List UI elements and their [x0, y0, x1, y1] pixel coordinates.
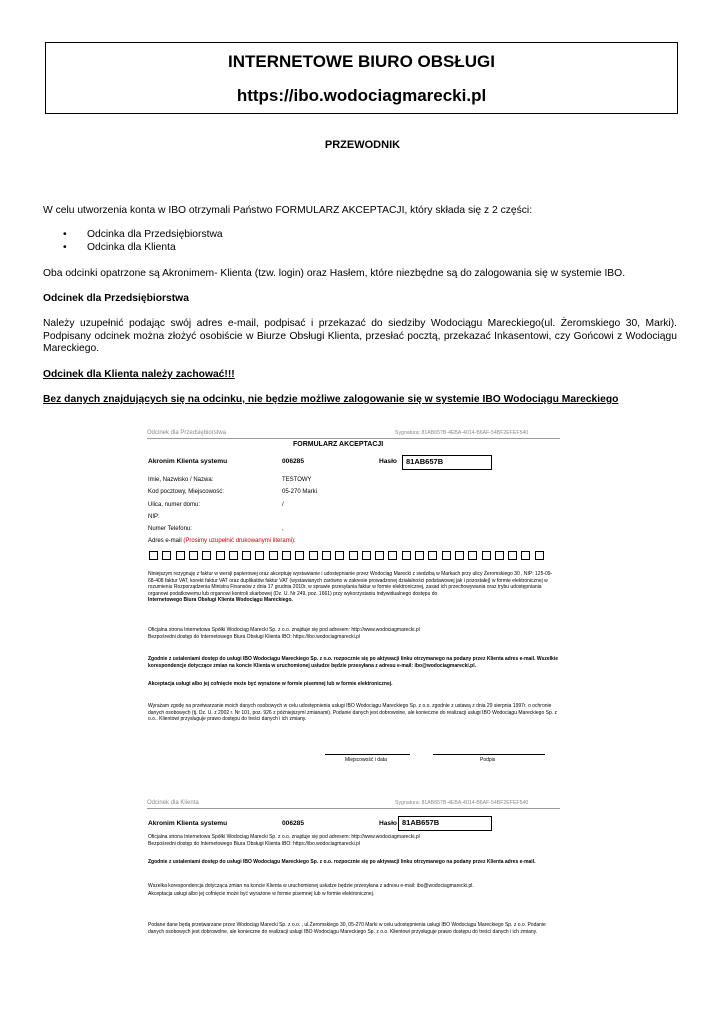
client-gdpr-text: Podane dane będą przetwarzane przez Wodociąg Marecki Sp. z o.o. , ul.Żeromskiego 30, 05-270 Marki w celu udostępnienia usługi IBO Wodociągu Mareckiego Sp. z o.o. Podanie danych osobowych jest dobrowolne, ale konieczne do realizacji usługi IBO Wodociągu Mareckiego Sp. z o.o. Klientowi przysługuje prawo dostępu do treści danych i ich zmiany. [148, 922, 546, 935]
email-char-box [202, 551, 211, 560]
signature-label: Podpis [480, 757, 496, 763]
email-char-box [415, 551, 424, 560]
email-char-box [402, 551, 411, 560]
field-value: TESTOWY [282, 477, 312, 483]
company-paragraph: Należy uzupełnić podając swój adres e-mail, podpisać i przekazać do siedziby Wodociągu Mareckiego(ul. Żeromskiego 30, Marki). Podpisany odcinek można złożyć osobiście w Biurze Obsługi Klienta, przesłać pocztą, przekazać Inkasentowi, czy Gońcowi z Wodociągu Mareckiego. [43, 318, 677, 355]
email-char-box [521, 551, 530, 560]
email-char-box [216, 551, 225, 560]
email-char-box [508, 551, 517, 560]
email-char-box [162, 551, 171, 560]
notice-bold: Zgodnie z ustaleniami dostęp do usługi IBO Wodociągu Mareckiego Sp. z o.o. rozpocznie się po aktywacji linku otrzymanego na podany przez Klienta adres e-mail. Wszelkie korespondencje dotyczące zmian na koncie Klienta w uruchomionej usłudze będzie przesyłana z adresu e-mail: ibo@wodociagmarecki.pl. [148, 656, 558, 669]
password-label-2: Hasło [379, 820, 397, 827]
signature-id-2: Sygnatura: 81AB657B-4EBA-4014-B6AF-54BF2EFEF540 [395, 800, 529, 806]
signature-id: Sygnatura: 81AB657B-4EBA-4014-B6AF-54BF2EFEF540 [395, 430, 529, 436]
client-notice-bold: Zgodnie z ustaleniami dostęp do usługi IBO Wodociągu Mareckiego Sp. z o.o. rozpocznie się po aktywacji linku otrzymanego na podany przez Klienta adres e-mail. [148, 859, 536, 865]
email-char-box [428, 551, 437, 560]
email-char-box [375, 551, 384, 560]
email-char-box [229, 551, 238, 560]
acceptance-form-image [145, 420, 562, 950]
client-heading: Odcinek dla Klienta należy zachować!!! [43, 369, 235, 380]
company-heading: Odcinek dla Przedsiębiorstwa [43, 293, 189, 304]
withdraw-bold: Akceptacja usługi albo jej cofnięcie może być wyrażone w formie pisemnej lub w formie elektronicznej. [148, 681, 393, 687]
email-char-box [309, 551, 318, 560]
email-char-box [322, 551, 331, 560]
client-website-text: Oficjalna strona Internetowa Spółki Wodociąg Marecki Sp. z o.o. znajduje się pod adresem: http://www.wodociagmarecki.pl [148, 834, 420, 840]
parts-list [43, 228, 223, 254]
field-label: Imie, Nazwisko / Nazwa: [148, 477, 214, 483]
section1-label: Odcinek dla Przedsiębiorstwa [147, 430, 227, 436]
field-label: NIP: [148, 514, 160, 520]
email-label: Adres e-mail [148, 538, 182, 544]
password-box-2: 81AB657B [398, 816, 492, 831]
header-box [45, 42, 678, 114]
email-char-box [388, 551, 397, 560]
email-char-box [282, 551, 291, 560]
consent-bold: Internetowego Biura Obsługi Klienta Wodociągu Mareckiego. [148, 597, 293, 603]
email-char-box [176, 551, 185, 560]
email-char-box [295, 551, 304, 560]
email-char-box [335, 551, 344, 560]
ibo-access-text: Bezpośredni dostęp do Internetowego Biura Obsługi Klienta IBO: https://ibo.wodociagmarecki.pl [148, 634, 361, 640]
email-char-box [349, 551, 358, 560]
website-text: Oficjalna strona Internetowa Spółki Wodociąg Marecki Sp. z o.o. znajduje się pod adresem: http://www.wodociagmarecki.pl [148, 627, 420, 633]
field-value: 05-270 Marki [282, 489, 318, 495]
email-hint: (Prosimy uzupełnić drukowanymi literami): [183, 538, 296, 544]
acronym-label: Akronim Klienta systemu [148, 458, 228, 465]
email-char-box [482, 551, 491, 560]
divider [147, 808, 560, 809]
password-label: Hasło [379, 458, 397, 465]
email-char-box [362, 551, 371, 560]
field-label: Ulica, numer domu: [148, 502, 201, 508]
header-url: https://ibo.wodociagmarecki.pl [236, 86, 487, 105]
form-title: FORMULARZ AKCEPTACJI [293, 441, 384, 448]
client-corresp-text: Wszelka korespondencja dotycząca zmian na koncie Klienta w uruchomionej usłudze będzie przesyłana z adresu e-mail: ibo@wodociagmarecki.pl. [148, 883, 474, 889]
email-char-box [442, 551, 451, 560]
email-char-box [535, 551, 544, 560]
acronym-label-2: Akronim Klienta systemu [148, 820, 228, 827]
email-label-row [148, 537, 296, 545]
client-ibo-text: Bezpośredni dostęp do Internetowego Biura Obsługi Klienta IBO: https://ibo.wodociagmarecki.pl [148, 841, 361, 847]
email-char-box [495, 551, 504, 560]
consent-text: Niniejszym rezygnuję z faktur w wersji papierowej oraz akceptuję wystawianie i udostępnianie przez Wodociąg Marecki z siedzibą w Markach przy ulicy Żeromskiego 30 , NIP: 125-09-68-408 faktur VAT, korekt faktur VAT oraz duplikatów faktur VAT (wystawianych zarówno w zakresie prowadzonej działalności podstawowej jak i pozostałej) w formie elektronicznej w rozumieniu Rozporządzenia Ministra Finansów z dnia 17 grudnia 2010r. w sprawie przesyłania faktur w formie elektronicznej, zasad ich przechowywania oraz trybu udostępniania organowi podatkowemu lub organowi kontroli skarbowej (Dz. U. Nr 249, poz. 1661) przy wykorzystaniu indywidualnego dostępu do Internetowego Biura Obsługi Klienta Wodociągu Mareckiego. [148, 571, 553, 603]
place-date-line [325, 754, 410, 755]
client-withdraw-text: Akceptacja usługi albo jej cofnięcie może być wyrażone w formie pisemnej lub w formie elektronicznej. [148, 891, 375, 897]
password-box: 81AB657B [402, 455, 492, 470]
email-char-box [149, 551, 158, 560]
gdpr-text: Wyrażam zgodę na przetwarzanie moich danych osobowych w celu udostępnienia usługi IBO Wodociągu Mareckiego Sp. z o.o. zgodnie z ustawą z dnia 29 sierpnia 1997r. o ochronie danych osobowych (tj. Dz. U. z 2002 r. Nr 101, poz. 926 z późniejszymi zmianami). Podanie danych jest dobrowolne, ale konieczne do realizacji usługi IBO Wodociągu Mareckiego Sp. z o.o.. Klientowi przysługuje prawo dostępu do treści danych i ich zmiany. [148, 703, 558, 722]
field-label: Kod pocztowy, Miejscowość: [148, 489, 224, 495]
email-char-box [255, 551, 264, 560]
section2-label: Odcinek dla Klienta [147, 800, 199, 806]
place-date-label: Miejscowość i data [345, 757, 387, 763]
acronym-value-2: 006285 [282, 820, 305, 827]
warning-text: Bez danych znajdujących się na odcinku, nie będzie możliwe zalogowanie się w systemie IBO Wodociągu Mareckiego [43, 394, 619, 405]
signature-line [433, 754, 545, 755]
field-value: , [282, 526, 284, 532]
acronym-value: 006285 [282, 458, 305, 465]
email-char-box [242, 551, 251, 560]
guide-title: PRZEWODNIK [324, 139, 401, 151]
email-char-box [468, 551, 477, 560]
field-value: / [282, 502, 284, 508]
list-item: • Odcinka dla Przedsiębiorstwa [43, 228, 223, 241]
divider [147, 438, 560, 439]
field-label: Numer Telefonu: [148, 526, 192, 532]
email-char-box [455, 551, 464, 560]
list-item: • Odcinka dla Klienta [43, 241, 223, 254]
both-parts-paragraph: Oba odcinki opatrzone są Akronimem- Klienta (tzw. login) oraz Hasłem, które niezbędne są do zalogowania się w systemie IBO. [43, 268, 626, 279]
intro-paragraph: W celu utworzenia konta w IBO otrzymali Państwo FORMULARZ AKCEPTACJI, który składa się z 2 części: [43, 205, 533, 216]
header-title: INTERNETOWE BIURO OBSŁUGI [228, 52, 495, 71]
email-char-box [269, 551, 278, 560]
email-char-box [189, 551, 198, 560]
